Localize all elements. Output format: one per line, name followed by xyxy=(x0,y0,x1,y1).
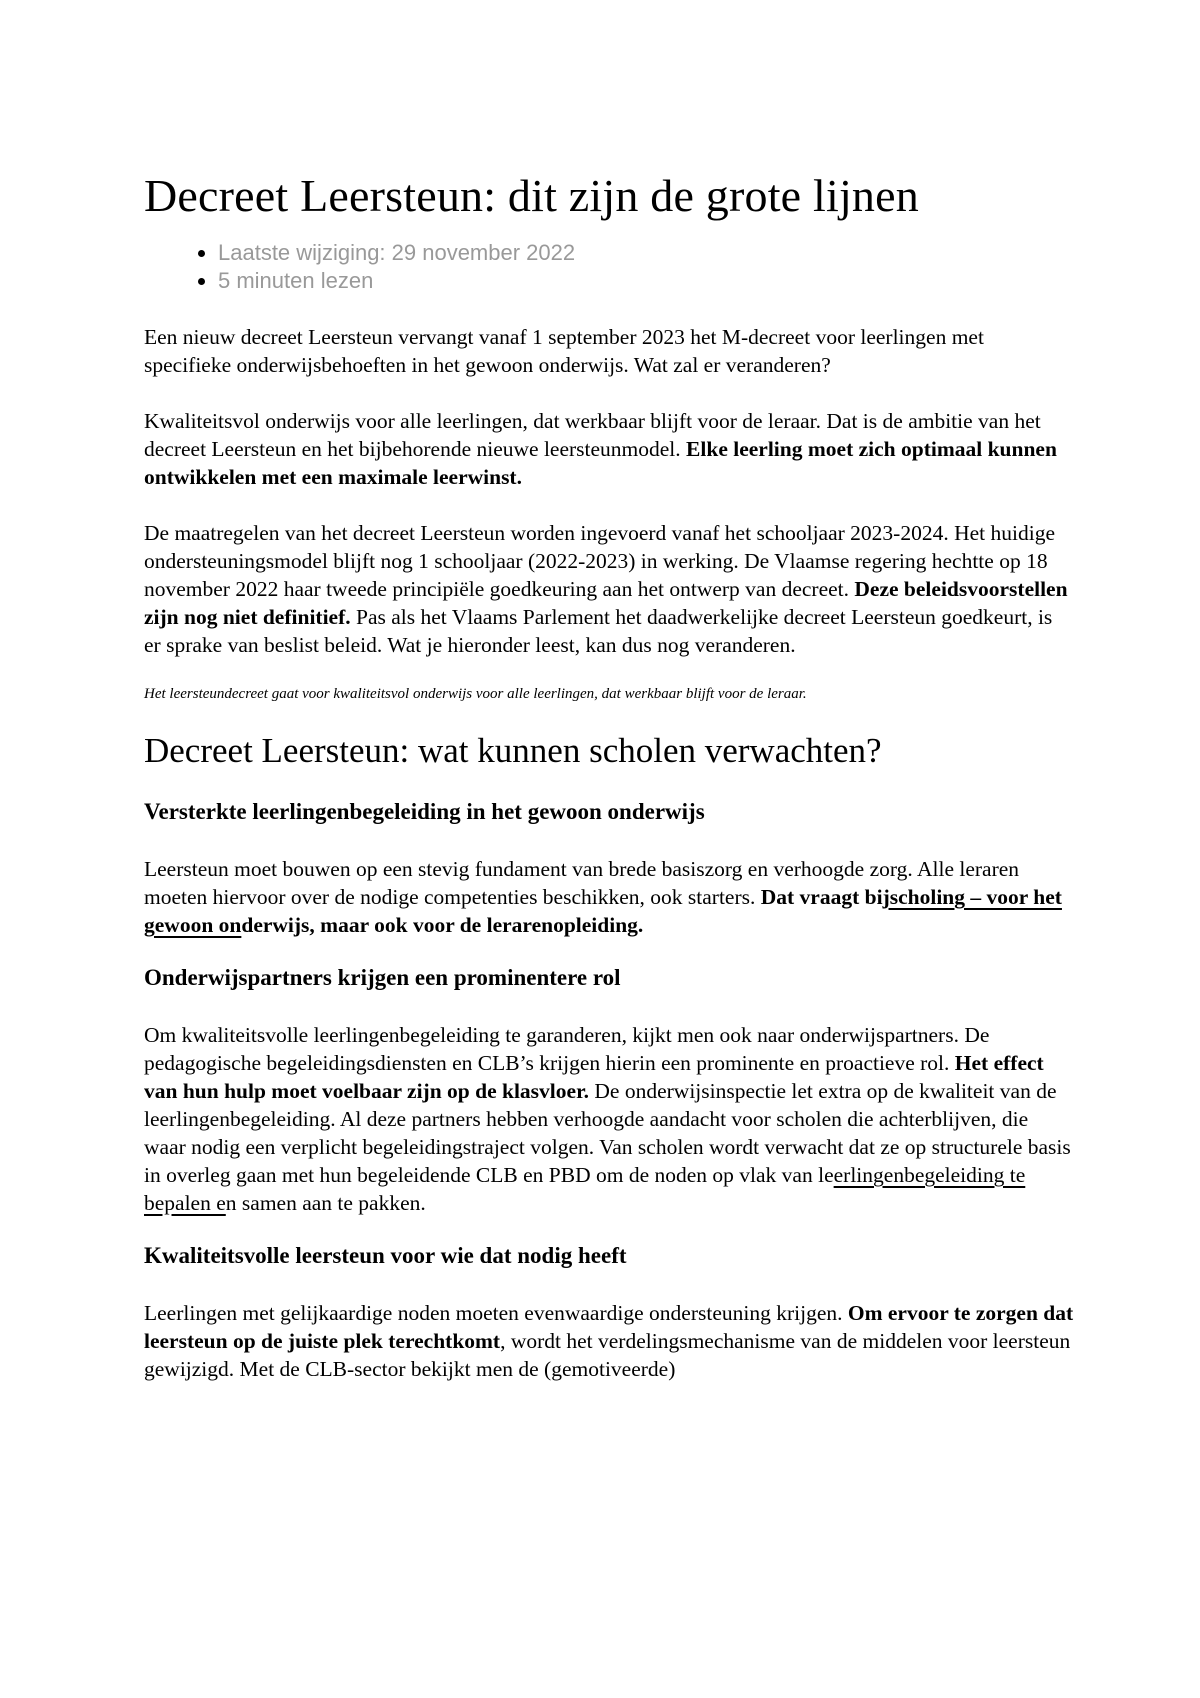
article-meta-list xyxy=(144,239,1074,295)
ambition-text: Kwaliteitsvol onderwijs voor alle leerlingen, dat werkbaar blijft voor de leraar. Dat is de ambitie van het decreet Leersteun en het bijbehorende nieuwe leersteunmodel. xyxy=(144,408,1041,461)
onderwijspartners-text-1: Om kwaliteitsvolle leerlingenbegeleiding te garanderen, kijkt men ook naar onderwijspartners. De pedagogische begeleidingsdiensten en CLB’s krijgen hierin een prominente en proactieve rol. xyxy=(144,1022,990,1075)
onderwijspartners-bold-text: Het effect van hun hulp moet voelbaar zijn op de klasvloer. xyxy=(144,1050,1044,1103)
reading-time-item: • 5 minuten lezen xyxy=(218,267,1074,295)
onderwijspartners-text-2: De onderwijsinspectie let extra op de kwaliteit van de leerlingenbegeleiding. Al deze partners hebben verhoogde aandacht voor scholen die achterblijven, die waar nodig een verplicht begeleidingstraject volgen. Van scholen wordt verwacht dat ze op structurele basis in overleg gaan met hun begeleidende CLB en PBD om de noden op vlak van le xyxy=(144,1078,1071,1187)
leersteun-text-1: Leerlingen met gelijkaardige noden moeten evenwaardige ondersteuning krijgen. xyxy=(144,1300,848,1325)
timeline-bold-text: Deze beleidsvoorstellen zijn nog niet definitief. xyxy=(144,576,1068,629)
leerlingenbegeleiding-paragraph xyxy=(144,855,1074,939)
article-title: Decreet Leersteun: dit zijn de grote lijnen xyxy=(144,170,919,221)
subheading-leersteun: Kwaliteitsvolle leersteun voor wie dat nodig heeft xyxy=(144,1242,627,1268)
timeline-text-1: De maatregelen van het decreet Leersteun worden ingevoerd vanaf het schooljaar 2023-2024. Het huidige ondersteuningsmodel blijft nog 1 schooljaar (2022-2023) in werking. De Vlaamse regering hechtte op 18 november 2022 haar tweede principiële goedkeuring aan het ontwerp van decreet. xyxy=(144,520,1055,601)
subheading-onderwijspartners: Onderwijspartners krijgen een prominentere rol xyxy=(144,964,621,990)
subheading-leerlingenbegeleiding: Versterkte leerlingenbegeleiding in het gewoon onderwijs xyxy=(144,798,705,824)
intro-paragraph: Een nieuw decreet Leersteun vervangt vanaf 1 september 2023 het M-decreet voor leerlingen met specifieke onderwijsbehoeften in het gewoon onderwijs. Wat zal er veranderen? xyxy=(144,324,984,377)
timeline-paragraph xyxy=(144,519,1074,659)
ambition-bold-text: Elke leerling moet zich optimaal kunnen ontwikkelen met een maximale leerwinst. xyxy=(144,436,1057,489)
last-modified-item: • Laatste wijziging: 29 november 2022 xyxy=(218,239,1074,267)
bijscholing-link[interactable]: jscholing – voor het gewoon on xyxy=(144,884,1062,937)
leerlingenbegeleiding-text: Leersteun moet bouwen op een stevig fundament van brede basiszorg en verhoogde zorg. Alle leraren moeten hiervoor over de nodige competenties beschikken, ook starters. xyxy=(144,856,1020,909)
onderwijspartners-text-3: n samen aan te pakken. xyxy=(225,1190,426,1215)
leersteun-text-2: , wordt het verdelingsmechanisme van de middelen voor leersteun gewijzigd. Met de CLB-sector bekijkt men de (gemotiveerde) xyxy=(144,1328,1071,1381)
leersteun-paragraph xyxy=(144,1299,1074,1383)
image-caption: Het leersteundecreet gaat voor kwaliteitsvol onderwijs voor alle leerlingen, dat werkbaar blijft voor de leraar. xyxy=(144,685,807,702)
leerlingenbegeleiding-link[interactable]: erlingenbegeleiding te bepalen e xyxy=(144,1162,1026,1215)
leersteun-bold-text: Om ervoor te zorgen dat leersteun op de juiste plek terechtkomt xyxy=(144,1300,1074,1353)
onderwijspartners-paragraph xyxy=(144,1021,1074,1217)
article-body xyxy=(144,170,1074,1383)
section-heading: Decreet Leersteun: wat kunnen scholen verwachten? xyxy=(144,730,882,770)
timeline-text-2: Pas als het Vlaams Parlement het daadwerkelijke decreet Leersteun goedkeurt, is er sprake van beslist beleid. Wat je hieronder leest, kan dus nog veranderen. xyxy=(144,604,1053,657)
ambition-paragraph xyxy=(144,407,1074,491)
leerlingenbegeleiding-bold-1: Dat vraagt bi xyxy=(760,884,883,909)
leerlingenbegeleiding-bold-2: derwijs, maar ook voor de lerarenopleiding. xyxy=(241,912,644,937)
